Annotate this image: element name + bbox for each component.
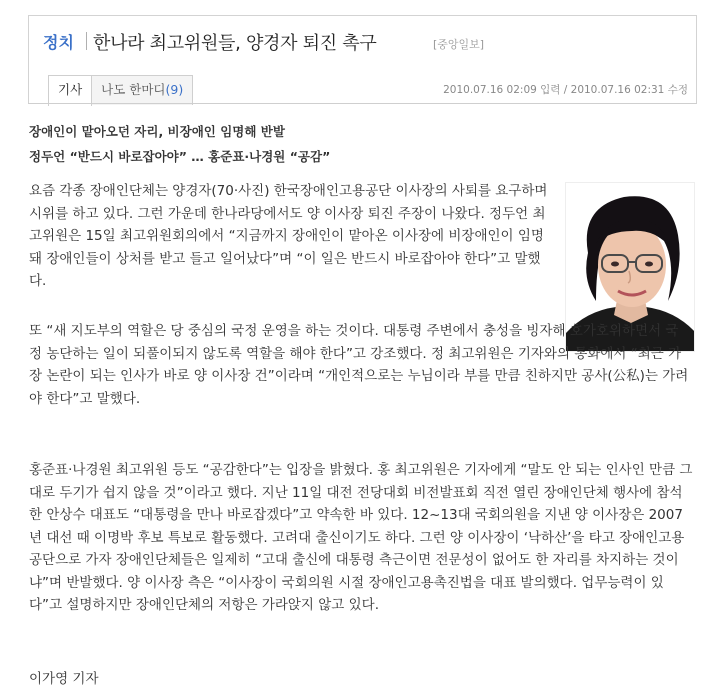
- section-label[interactable]: 정치: [43, 33, 74, 52]
- tab-article[interactable]: [48, 75, 92, 106]
- paragraph-3: 홍준표·나경원 최고위원 등도 “공감한다”는 입장을 밝혔다. 홍 최고위원은 기자에게 “말도 안 되는 인사인 만큼 그대로 두기가 쉽지 않을 것”이라고 했다. 지난 11일 대전 전당대회 비전발표회 직전 열린 장애인단체 행사에 참석한 안상수 대표도 “대통령을 만나 바로잡겠다”고 약속한 바 있다. 12~13대 국회의원을 지낸 양 이사장은 2007년 대선 때 이명박 후보 특보로 활동했다. 고려대 출신이기도 하다. 그런 양 이사장이 ‘낙하산’을 타고 장애인고용공단으로 가자 장애인단체들은 일제히 “고대 출신에 대통령 측근이면 전문성이 없어도 한 자리를 차지하는 것이냐”며 반발했다. 양 이사장 측은 “이사장이 국회의원 시절 장애인고용촉진법을 대표 발의했다. 업무능력이 있다”고 설명하지만 장애인단체의 저항은 가라앉지 않고 있다.: [29, 462, 693, 613]
- paragraph-2: 또 “새 지도부의 역할은 당 중심의 국정 운영을 하는 것이다. 대통령 주변에서 충성을 빙자해 호가호위하면서 국정 농단하는 일이 되풀이되지 않도록 역할을 해야 한다”고 강조했다. 정 최고위원은 기자와의 통화에서 “최근 가장 논란이 되는 인사가 바로 양 이사장 건”이라며 “개인적으로는 누님이라 부를 만큼 친하지만 공사(公私)는 가려야 한다”고 말했다.: [29, 323, 689, 407]
- subtitle-1: 장애인이 맡아오던 자리, 비장애인 임명해 반발: [29, 124, 285, 139]
- tab-article-label: 기사: [58, 82, 83, 97]
- paragraph-1: 요즘 각종 장애인단체는 양경자(70·사진) 한국장애인고용공단 이사장의 사퇴를 요구하며 시위를 하고 있다. 그런 가운데 한나라당에서도 양 이사장 퇴진 주장이 나왔다. 정두언 최고위원은 15일 최고위원회의에서 “지금까지 장애인이 맡아온 이사장에 비장애인이 임명돼 장애인들이 상처를 받고 들고 일어났다”며 “이 일은 반드시 바로잡아야 한다”고 말했다.: [29, 183, 548, 289]
- article-header: [28, 15, 697, 104]
- subtitle-2: 정두언 “반드시 바로잡아야” … 홍준표·나경원 “공감”: [29, 149, 331, 164]
- article-dates: 2010.07.16 02:09 입력 / 2010.07.16 02:31 수정: [443, 84, 688, 96]
- tab-comments[interactable]: [91, 75, 193, 105]
- byline: 이가영 기자: [29, 671, 99, 687]
- header-divider: [28, 103, 697, 104]
- divider: [86, 32, 87, 50]
- source-label: [중앙일보]: [433, 38, 485, 51]
- comment-count: (9): [165, 82, 184, 97]
- article-tabs: [48, 75, 193, 105]
- article-headline: 한나라 최고위원들, 양경자 퇴진 촉구: [93, 33, 377, 54]
- tab-comments-label: 나도 한마디: [101, 82, 166, 97]
